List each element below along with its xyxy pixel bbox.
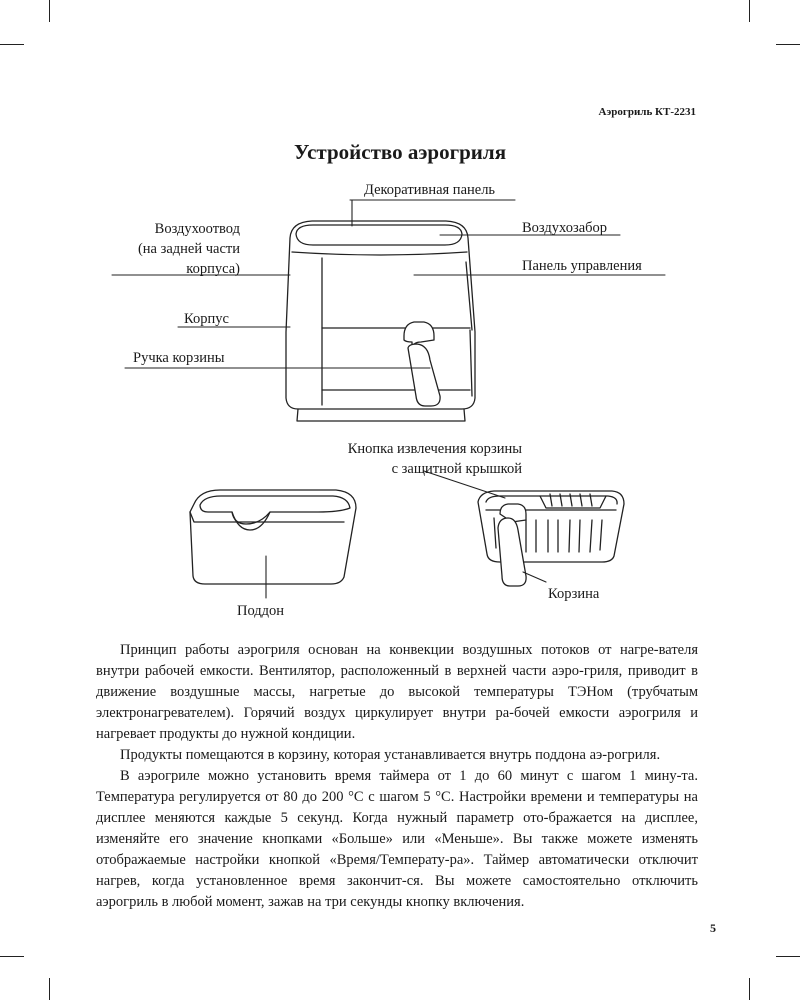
tray-drawing	[190, 490, 356, 584]
crop-mark	[0, 956, 24, 957]
label-basket-handle: Ручка корзины	[133, 350, 225, 366]
air-fryer-body-drawing	[286, 221, 475, 421]
label-air-vent-line: (на задней части	[137, 241, 240, 257]
label-basket: Корзина	[548, 586, 600, 602]
label-air-vent	[90, 219, 240, 279]
label-decorative-panel: Декоративная панель	[364, 182, 496, 198]
page-title: Устройство аэрогриля	[293, 140, 507, 164]
paragraph: Принцип работы аэрогриля основан на конвекции воздушных потоков от нагре-вателя внутри рабочей емкости. Вентилятор, расположенный в верхней части аэро-гриля, приводит в движение воздушные массы, нагретые до высокой температуры ТЭНом (трубчатым электронагревателем). Горячий воздух циркулирует внутри ра-бочей емкости аэрогриля и нагревает продукты до нужной кондиции.	[96, 642, 698, 742]
paragraph: В аэрогриле можно установить время таймера от 1 до 60 минут с шагом 1 мину-та. Температура регулируется от 80 до 200 °C с шагом 5 °C. Настройки времени и температуры на дисплее меняются каждые 5 секунд. Когда нужный параметр ото-бражается на дисплее, изменяйте его значение кнопками «Больше» или «Меньше». Вы также можете изменять отображаемые настройки кнопкой «Время/Температу-ра». Таймер автоматически отключит нагрев, когда установленное время закончит-ся. Вы можете самостоятельно отключить аэрогриль в любой момент, зажав на три секунды кнопку включения.	[96, 768, 698, 910]
label-control-panel: Панель управления	[522, 258, 642, 274]
label-body: Корпус	[184, 311, 229, 327]
label-air-vent-line: корпуса)	[186, 261, 240, 277]
crop-mark	[49, 978, 50, 1000]
page-number: 5	[710, 921, 716, 935]
label-release-button-line: с защитной крышкой	[391, 461, 522, 477]
label-release-button	[290, 439, 522, 479]
crop-mark	[749, 978, 750, 1000]
label-air-intake: Воздухозабор	[522, 220, 608, 236]
label-tray: Поддон	[237, 603, 285, 619]
paragraph: Продукты помещаются в корзину, которая устанавливается внутрь поддона аэ-рогриля.	[120, 747, 661, 763]
header-model: Аэрогриль КТ-2231	[598, 106, 696, 118]
body-text	[96, 640, 698, 913]
crop-mark	[776, 956, 800, 957]
label-air-vent-line: Воздухоотвод	[154, 221, 240, 237]
basket-handle-small-drawing	[498, 504, 526, 586]
basket-handle-drawing	[404, 322, 440, 406]
label-release-button-line: Кнопка извлечения корзины	[347, 441, 522, 457]
